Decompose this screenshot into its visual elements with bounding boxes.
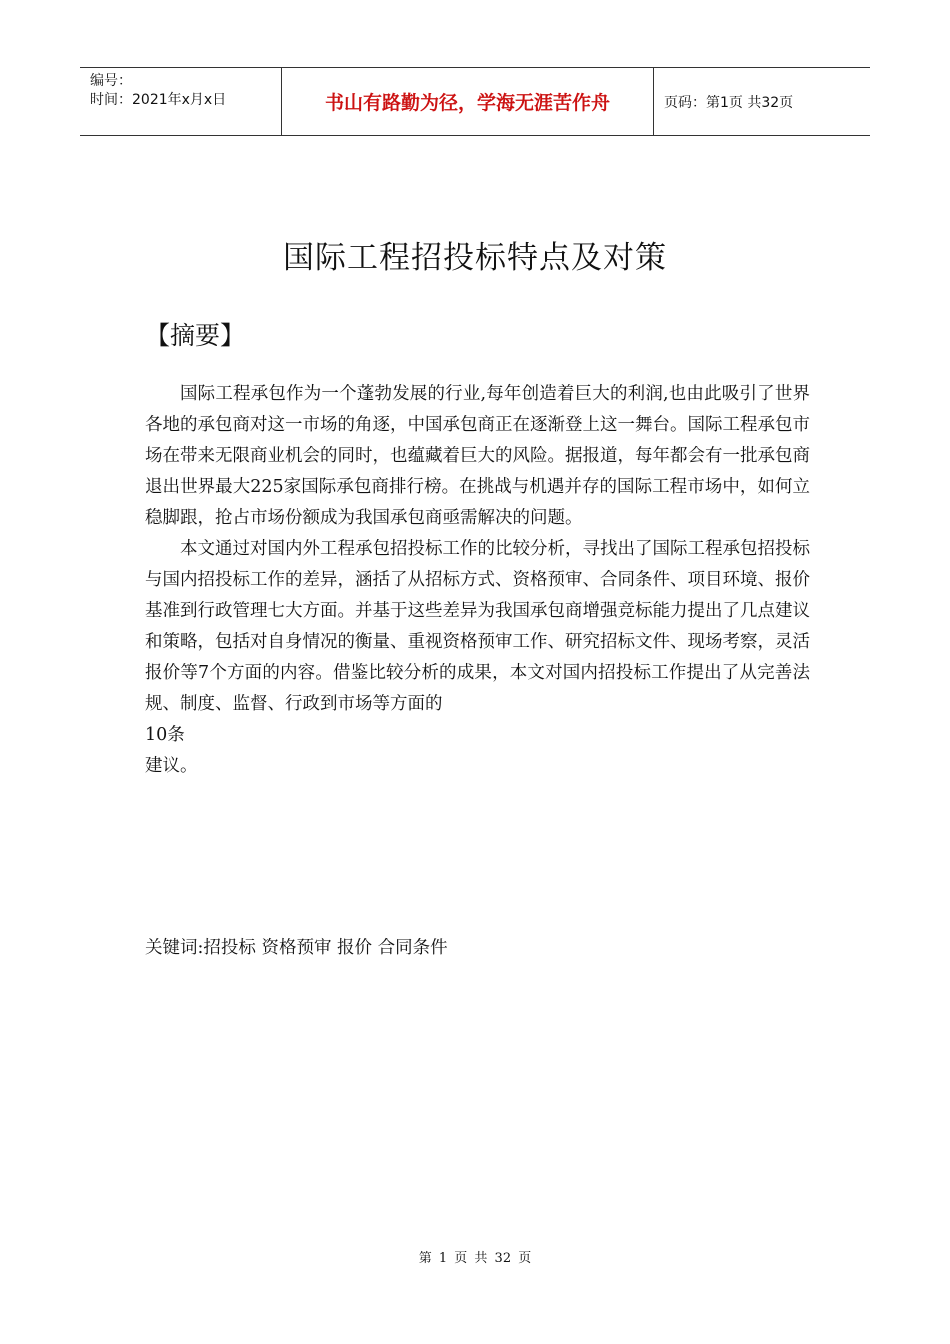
- header-motto: 书山有路勤为径，学海无涯苦作舟: [282, 68, 654, 135]
- document-number-label: 编号：: [90, 73, 132, 89]
- abstract-paragraph-2-tail: 10条: [145, 725, 185, 745]
- document-title: 国际工程招投标特点及对策: [283, 240, 667, 276]
- abstract-heading: 【摘要】: [145, 321, 246, 350]
- header-meta: [80, 68, 282, 135]
- header-page-info: 页码：第1页 共32页: [664, 94, 794, 111]
- abstract-paragraph-2: 本文通过对国内外工程承包招投标工作的比较分析，寻找出了国际工程承包招投标与国内招投标工作的差异，涵括了从招标方式、资格预审、合同条件、项目环境、报价基准到行政管理七大方面。并基于这些差异为我国承包商增强竞标能力提出了几点建议和策略，包括对自身情况的衡量、重视资格预审工作、研究招标文件、现场考察，灵活报价等7个方面的内容。借鉴比较分析的成果，本文对国内招投标工作提出了从完善法规、制度、监督、行政到市场等方面的: [145, 539, 810, 714]
- document-date: 时间：2021年x月x日: [90, 92, 227, 108]
- abstract-body: [145, 379, 810, 782]
- page-footer: 第 1 页 共 32 页: [418, 1251, 532, 1266]
- abstract-paragraph-1: 国际工程承包作为一个蓬勃发展的行业,每年创造着巨大的利润,也由此吸引了世界各地的承包商对这一市场的角逐，中国承包商正在逐渐登上这一舞台。国际工程承包市场在带来无限商业机会的同时，也蕴藏着巨大的风险。据报道，每年都会有一批承包商退出世界最大225家国际承包商排行榜。在挑战与机遇并存的国际工程市场中，如何立稳脚跟，抢占市场份额成为我国承包商亟需解决的问题。: [145, 384, 810, 528]
- keywords-line: 关键词:招投标 资格预审 报价 合同条件: [145, 938, 448, 958]
- abstract-paragraph-3: 建议。: [145, 756, 198, 776]
- page-header: [80, 67, 870, 136]
